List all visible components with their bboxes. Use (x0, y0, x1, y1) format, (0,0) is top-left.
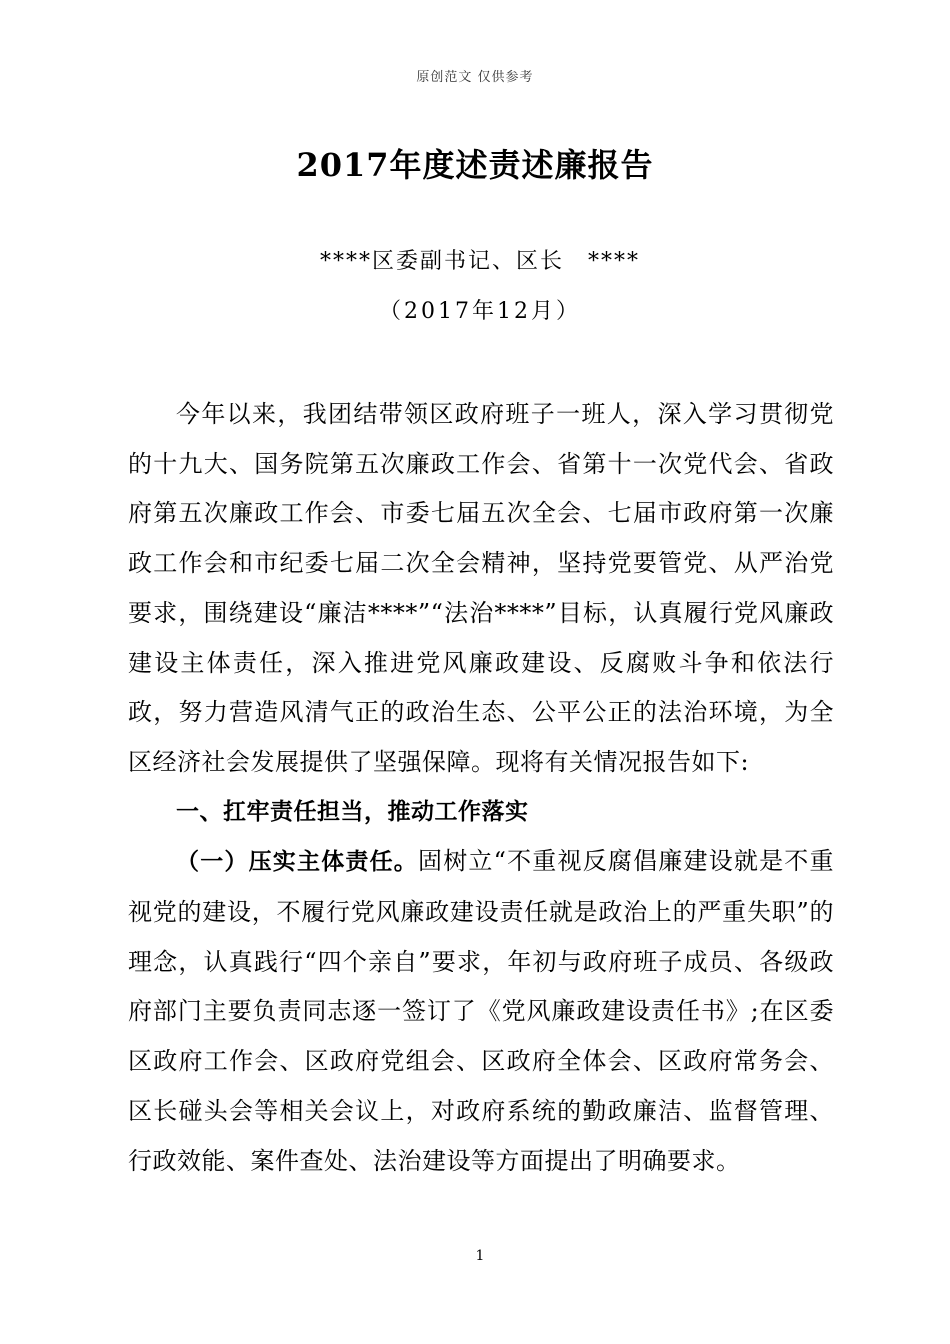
section-heading: 一、扛牢责任担当，推动工作落实 (176, 798, 529, 825)
page-number: 1 (475, 1248, 485, 1264)
document-author: ****区委副书记、区长 **** (319, 249, 640, 274)
subsection-heading: （一）压实主体责任。 (176, 849, 419, 876)
document-body (128, 390, 834, 1186)
subsection-text: 固树立“不重视反腐倡廉建设就是不重视党的建设，不履行党风廉政建设责任就是政治上的严重失职”的理念，认真践行“四个亲自”要求，年初与政府班子成员、各级政府部门主要负责同志逐一签订了《党风廉政建设责任书》;在区委区政府工作会、区政府党组会、区政府全体会、区政府常务会、区长碰头会等相关会议上，对政府系统的勤政廉洁、监督管理、行政效能、案件查处、法治建设等方面提出了明确要求。 (128, 847, 834, 1175)
document-date: （2017年12月） (379, 299, 581, 324)
document-title: 2017年度述责述廉报告 (296, 146, 654, 184)
intro-paragraph: 今年以来，我团结带领区政府班子一班人，深入学习贯彻党的十九大、国务院第五次廉政工作会、省第十一次党代会、省政府第五次廉政工作会、市委七届五次全会、七届市政府第一次廉政工作会和市纪委七届二次全会精神，坚持党要管党、从严治党要求，围绕建设“廉洁****”“法治****”目标，认真履行党风廉政建设主体责任，深入推进党风廉政建设、反腐败斗争和依法行政，努力营造风清气正的政治生态、公平公正的法治环境，为全区经济社会发展提供了坚强保障。现将有关情况报告如下: (128, 400, 834, 776)
subsection-paragraph (128, 837, 834, 1186)
header-note: 原创范文 仅供参考 (416, 70, 534, 85)
